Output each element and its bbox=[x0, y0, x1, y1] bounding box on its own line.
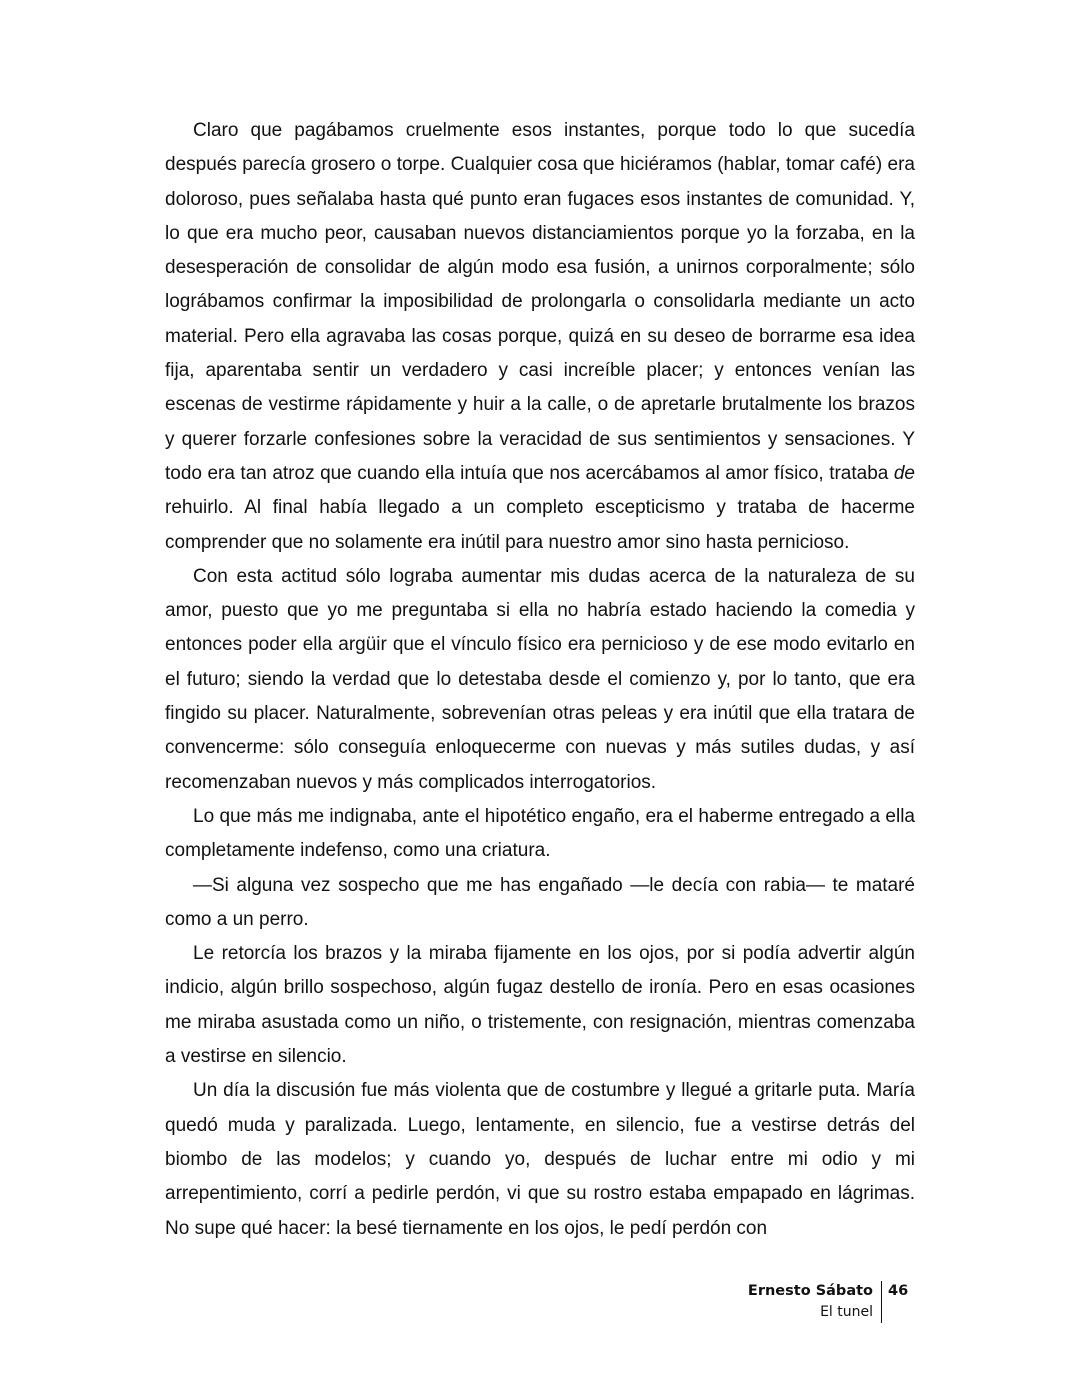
paragraph-1-text-after: rehuirlo. Al final había llegado a un completo escepticismo y trataba de hacerme comprender que no solamente era inútil para nuestro amor sino hasta pernicioso. bbox=[165, 497, 915, 553]
paragraph-2: Con esta actitud sólo lograba aumentar mis dudas acerca de la naturaleza de su amor, puesto que yo me preguntaba si ella no habría estado haciendo la comedia y entonces poder ella argüir que el vínculo físico era pernicioso y de ese modo evitarlo en el futuro; siendo la verdad que lo detestaba desde el comienzo y, por lo tanto, que era fingido su placer. Naturalmente, sobrevenían otras peleas y era inútil que ella tratara de convencerme: sólo conseguía enloquecerme con nuevas y más sutiles dudas, y así recomenzaban nuevos y más complicados interrogatorios. bbox=[165, 565, 915, 793]
page-number: 46 bbox=[888, 1283, 909, 1299]
footer-author: Ernesto Sábato bbox=[748, 1281, 882, 1302]
paragraph-1 bbox=[165, 114, 915, 560]
paragraph-6: Un día la discusión fue más violenta que de costumbre y llegué a gritarle puta. María quedó muda y paralizada. Luego, lentamente, en silencio, fue a vestirse detrás del biombo de las modelos; y cuando yo, después de luchar entre mi odio y mi arrepentimiento, corrí a pedirle perdón, vi que su rostro estaba empapado en lágrimas. No supe qué hacer: la besé tiernamente en los ojos, le pedí perdón con bbox=[165, 1080, 915, 1239]
paragraph-3: Lo que más me indignaba, ante el hipotético engaño, era el haberme entregado a ella completamente indefenso, como una criatura. bbox=[165, 805, 915, 862]
paragraph-4: —Si alguna vez sospecho que me has engañado —le decía con rabia— te mataré como a un perro. bbox=[165, 874, 915, 930]
body-text bbox=[165, 114, 915, 1246]
paragraph-1-italic: de bbox=[893, 462, 915, 484]
paragraph-1-text: Claro que pagábamos cruelmente esos instantes, porque todo lo que sucedía después parecía grosero o torpe. Cualquier cosa que hiciéramos (hablar, tomar café) era doloroso, pues señalaba hasta qué punto eran fugaces esos instantes de comunidad. Y, lo que era mucho peor, causaban nuevos distanciamientos porque yo la forzaba, en la desesperación de consolidar de algún modo esa fusión, a unirnos corporalmente; sólo lográbamos confirmar la imposibilidad de prolongarla o consolidarla mediante un acto material. Pero ella agravaba las cosas porque, quizá en su deseo de borrarme esa idea fija, aparentaba sentir un verdadero y casi increíble placer; y entonces venían las escenas de vestirme rápidamente y huir a la calle, o de apretarle brutalmente los brazos y querer forzarle confesiones sobre la veracidad de sus sentimientos y sensaciones. Y todo era tan atroz que cuando ella intuía que nos acercábamos al amor físico, trataba bbox=[165, 120, 915, 484]
paragraph-5: Le retorcía los brazos y la miraba fijamente en los ojos, por si podía advertir algún indicio, algún brillo sospechoso, algún fugaz destello de ironía. Pero en esas ocasiones me miraba asustada como un niño, o tristemente, con resignación, mientras comenzaba a vestirse en silencio. bbox=[165, 943, 915, 1068]
page-footer bbox=[747, 1281, 909, 1323]
footer-book-title: El tunel bbox=[748, 1302, 882, 1323]
